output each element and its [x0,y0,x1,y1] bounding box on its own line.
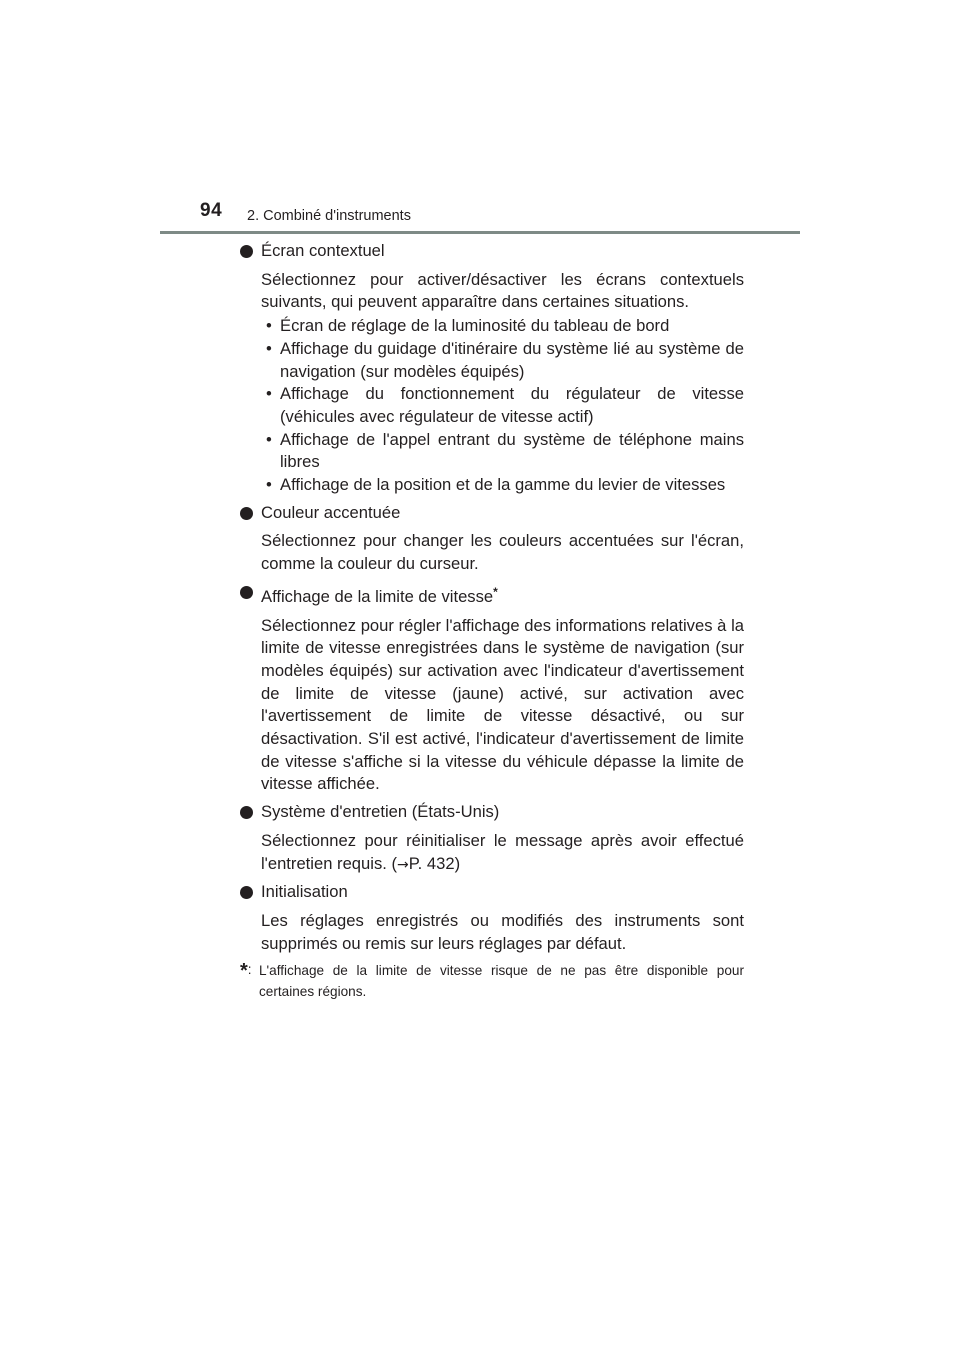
item-title: Initialisation [261,882,348,902]
item-title: Affichage de la limite de vitesse [261,586,494,606]
section-title: 2. Combiné d'instruments [247,208,411,224]
body-text: ) [454,853,461,873]
bullet-dot [240,507,253,520]
header-rule [160,231,800,234]
sub-item-text: Affichage de la position et de la gamme du levier de vitesses [280,475,726,495]
item-body: Sélectionnez pour régler l'affichage des informations relatives à la limite de vitesse enregistrées dans le système de navigation (sur modèles équipés) sur activation avec l'indicateur d'avertissement de limite de vitesse (jaune) activé, sur activation avec l'avertissement de limite de vitesse désactivé, ou sur désactivation. S'il est activé, l'indicateur d'avertissement de limite de vitesse s'affiche si la vitesse du véhicule dépasse la limite de vitesse affichée. [261,615,744,794]
sub-list-item [261,474,744,497]
item-title: Couleur accentuée [261,502,401,522]
item-title: Système d'entretien (États-Unis) [261,802,500,822]
sub-bullet: • [266,384,272,404]
item-limite-vitesse [240,581,744,796]
bullet-dot [240,586,253,599]
item-ecran-contextuel [240,240,744,497]
sub-bullet: • [266,429,272,449]
footnote-text: L'affichage de la limite de vitesse risque de ne pas être disponible pour certaines régions. [259,963,744,999]
sub-bullet: • [266,316,272,336]
sub-item-text: Affichage du fonctionnement du régulateur de vitesse (véhicules avec régulateur de vitesse actif) [280,384,744,426]
item-body [261,830,744,876]
sub-list [261,315,744,497]
item-body: Sélectionnez pour changer les couleurs accentuées sur l'écran, comme la couleur du curseur. [261,531,744,574]
item-heading [240,581,744,609]
footnote [240,961,744,1002]
footnote-reference-mark: * [493,584,498,599]
footnote-mark [240,960,252,982]
item-heading [240,240,744,263]
sub-list-item [261,429,744,474]
page-reference-link[interactable]: P. 432 [408,853,455,873]
sub-item-text: Affichage de l'appel entrant du système de téléphone mains libres [280,429,744,472]
footnote-separator: : [247,962,252,978]
item-systeme-entretien [240,801,744,876]
sub-bullet: • [266,475,272,495]
sub-list-item [261,315,744,338]
page-number: 94 [200,200,223,221]
item-body: Les réglages enregistrés ou modifiés des instruments sont supprimés ou remis sur leurs réglages par défaut. [261,910,744,953]
sub-bullet: • [266,338,272,358]
sub-list-item [261,383,744,428]
sub-item-text: Écran de réglage de la luminosité du tableau de bord [280,316,670,336]
bullet-dot [240,806,253,819]
sub-item-text: Affichage du guidage d'itinéraire du système lié au système de navigation (sur modèles équipés) [280,338,744,381]
item-initialisation [240,881,744,955]
arrow-right-icon: → [396,856,409,873]
page-content [240,240,744,1002]
bullet-dot [240,245,253,258]
body-text: Sélectionnez pour réinitialiser le message après avoir effectué l'entretien requis. ( [261,830,744,873]
item-title: Écran contextuel [261,241,385,260]
sub-list-item [261,338,744,383]
bullet-dot [240,886,253,899]
item-couleur-accentuee [240,502,744,576]
item-heading [240,502,744,525]
item-heading [240,881,744,904]
item-body: Sélectionnez pour activer/désactiver les écrans contextuels suivants, qui peuvent apparaître dans certaines situations. [261,269,744,312]
asterisk: * [240,960,248,983]
item-heading [240,801,744,824]
